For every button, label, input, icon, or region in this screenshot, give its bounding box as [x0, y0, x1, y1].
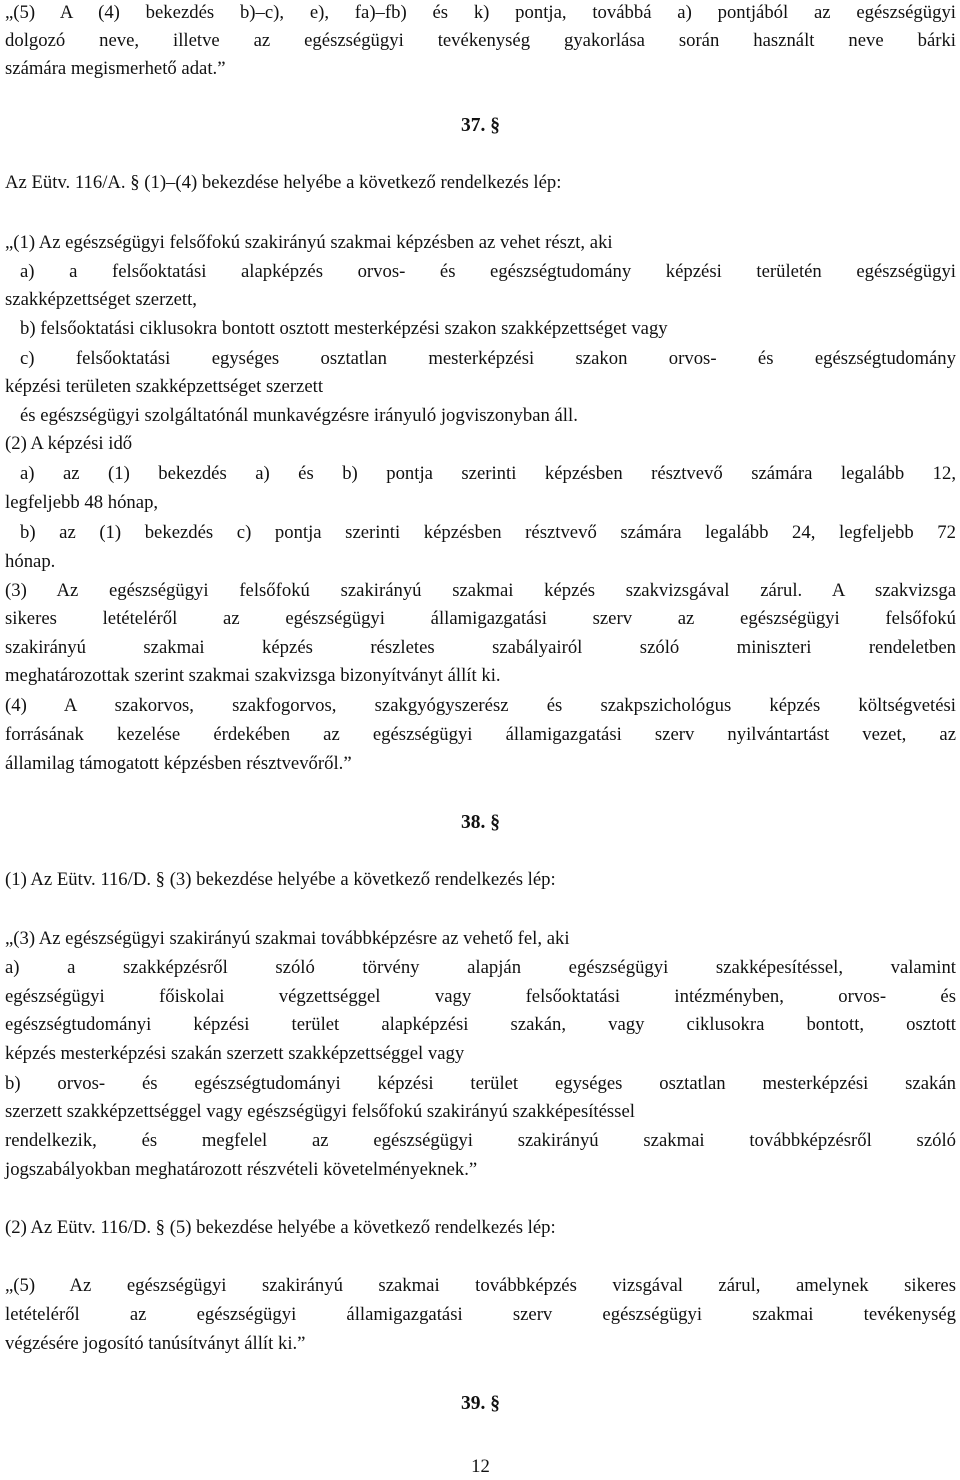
paragraph-line: „(5) A (4) bekezdés b)–c), e), fa)–fb) és k) pontja, továbbá a) pontjából az egészségügyi	[5, 2, 956, 23]
section-heading: 38. §	[461, 812, 500, 833]
paragraph-line: dolgozó neve, illetve az egészségügyi tevékenység gyakorlása során használt neve bárki	[5, 30, 956, 51]
section-heading: 37. §	[461, 115, 500, 136]
paragraph-line: sikeres letételéről az egészségügyi államigazgatási szerv az egészségügyi felsőfokú	[5, 608, 956, 629]
paragraph-line: Az Eütv. 116/A. § (1)–(4) bekezdése helyébe a következő rendelkezés lép:	[5, 172, 562, 193]
paragraph-line: a) a felsőoktatási alapképzés orvos- és egészségtudomány képzési területén egészségügyi	[20, 261, 956, 282]
paragraph-line: képzési területen szakképzettséget szerzett	[5, 376, 324, 397]
paragraph-line: „(3) Az egészségügyi szakirányú szakmai továbbképzésre az vehető fel, aki	[5, 928, 570, 949]
paragraph-line: b) az (1) bekezdés c) pontja szerinti képzésben résztvevő számára legalább 24, legfeljebb 72	[20, 522, 956, 543]
page-number: 12	[471, 1456, 490, 1477]
paragraph-line: és egészségügyi szolgáltatónál munkavégzésre irányuló jogviszonyban áll.	[20, 405, 578, 426]
paragraph-line: szakképzettséget szerzett,	[5, 289, 197, 310]
paragraph-line: b) orvos- és egészségtudományi képzési terület egységes osztatlan mesterképzési szakán	[5, 1073, 956, 1094]
paragraph-line: egészségügyi főiskolai végzettséggel vagy felsőoktatási intézményben, orvos- és	[5, 986, 956, 1007]
paragraph-line: hónap.	[5, 551, 56, 572]
paragraph-line: b) felsőoktatási ciklusokra bontott osztott mesterképzési szakon szakképzettséget vagy	[20, 318, 668, 339]
paragraph-line: a) az (1) bekezdés a) és b) pontja szerinti képzésben résztvevő számára legalább 12,	[20, 463, 956, 484]
paragraph-line: (4) A szakorvos, szakfogorvos, szakgyógyszerész és szakpszichológus képzés költségvetési	[5, 695, 956, 716]
paragraph-line: letételéről az egészségügyi államigazgatási szerv egészségügyi szakmai tevékenység	[5, 1304, 956, 1325]
paragraph-line: „(1) Az egészségügyi felsőfokú szakirányú szakmai képzésben az vehet részt, aki	[5, 232, 613, 253]
paragraph-line: államilag támogatott képzésben résztvevőről.”	[5, 753, 352, 774]
paragraph-line: képzés mesterképzési szakán szerzett szakképzettséggel vagy	[5, 1043, 465, 1064]
paragraph-line: meghatározottak szerint szakmai szakvizsga bizonyítványt állít ki.	[5, 665, 501, 686]
paragraph-line: szerzett szakképzettséggel vagy egészségügyi felsőfokú szakirányú szakképesítéssel	[5, 1101, 635, 1122]
paragraph-line: (2) Az Eütv. 116/D. § (5) bekezdése helyébe a következő rendelkezés lép:	[5, 1217, 556, 1238]
paragraph-line: (2) A képzési idő	[5, 433, 133, 454]
paragraph-line: c) felsőoktatási egységes osztatlan mesterképzési szakon orvos- és egészségtudomány	[20, 348, 956, 369]
paragraph-line: legfeljebb 48 hónap,	[5, 492, 159, 513]
paragraph-line: (1) Az Eütv. 116/D. § (3) bekezdése helyébe a következő rendelkezés lép:	[5, 869, 556, 890]
paragraph-line: forrásának kezelése érdekében az egészségügyi államigazgatási szerv nyilvántartást vezet, az	[5, 724, 956, 745]
paragraph-line: „(5) Az egészségügyi szakirányú szakmai továbbképzés vizsgával zárul, amelynek sikeres	[5, 1275, 956, 1296]
paragraph-line: (3) Az egészségügyi felsőfokú szakirányú szakmai képzés szakvizsgával zárul. A szakvizsga	[5, 580, 956, 601]
paragraph-line: végzésére jogosító tanúsítványt állít ki.”	[5, 1333, 306, 1354]
paragraph-line: egészségtudományi képzési terület alapképzési szakán, vagy ciklusokra bontott, osztott	[5, 1014, 956, 1035]
section-heading: 39. §	[461, 1393, 500, 1414]
paragraph-line: számára megismerhető adat.”	[5, 58, 226, 79]
paragraph-line: a) a szakképzésről szóló törvény alapján egészségügyi szakképesítéssel, valamint	[5, 957, 956, 978]
paragraph-line: jogszabályokban meghatározott részvételi követelményeknek.”	[5, 1159, 478, 1180]
paragraph-line: szakirányú szakmai képzés részletes szabályairól szóló miniszteri rendeletben	[5, 637, 956, 658]
paragraph-line: rendelkezik, és megfelel az egészségügyi szakirányú szakmai továbbképzésről szóló	[5, 1130, 956, 1151]
